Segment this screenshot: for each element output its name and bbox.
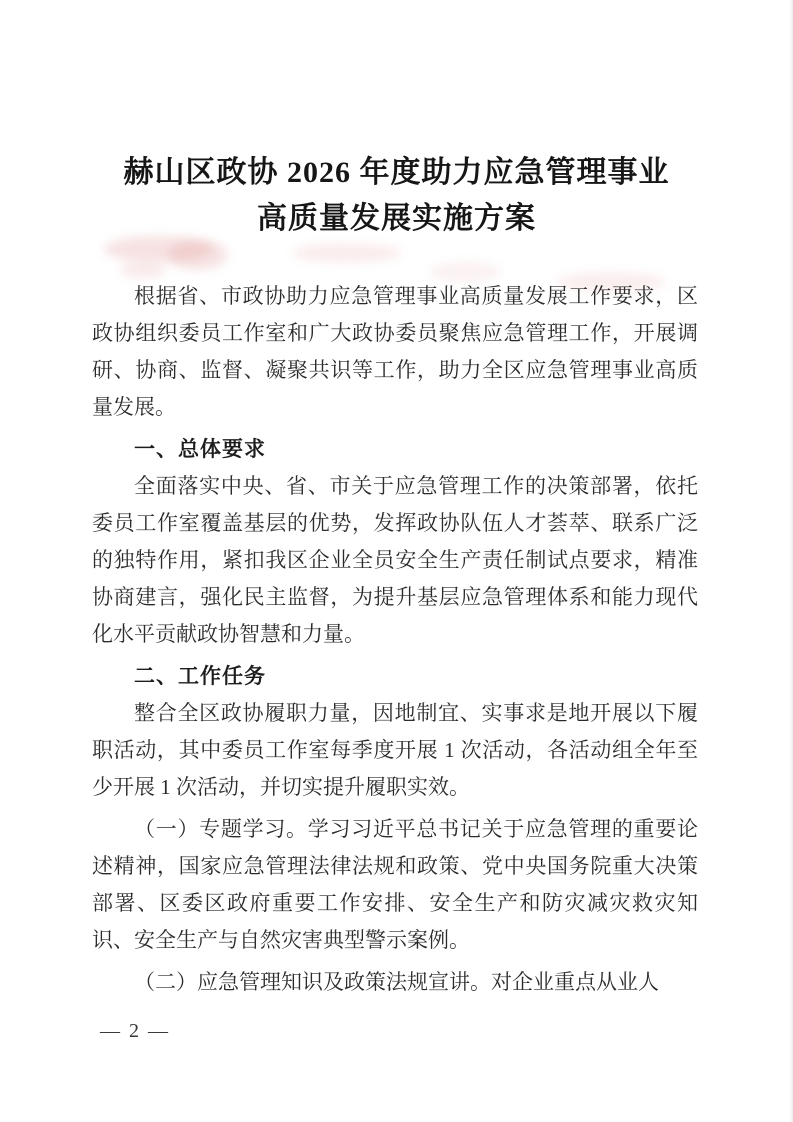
page-number: — 2 — [100,1020,170,1042]
document-title-line2: 高质量发展实施方案 [257,202,536,235]
task-item-1-special-study: （一）专题学习。学习习近平总书记关于应急管理的重要论述精神，国家应急管理法律法规和政策、党中央国务院重大决策部署、区委区政府重要工作安排、安全生产和防灾减灾救灾知识、安全生产与自然灾害典型警示案例。 [92,817,698,952]
ink-bleed-through-artifact [120,262,166,278]
section-heading-overall-requirements: 一、总体要求 [134,438,266,461]
task-item-2-policy-promotion: （二）应急管理知识及政策法规宣讲。对企业重点从业人 [134,970,659,994]
overall-requirements-paragraph: 全面落实中央、省、市关于应急管理工作的决策部署，依托委员工作室覆盖基层的优势，发挥政协队伍人才荟萃、联系广泛的独特作用，紧扣我区企业全员安全生产责任制试点要求，精准协商建言，强化民主监督，为提升基层应急管理体系和能力现代化水平贡献政协智慧和力量。 [92,474,698,646]
work-tasks-paragraph: 整合全区政协履职力量，因地制宜、实事求是地开展以下履职活动，其中委员工作室每季度开展 1 次活动，各活动组全年至少开展 1 次活动，并切实提升履职实效。 [92,701,698,799]
intro-paragraph: 根据省、市政协助力应急管理事业高质量发展工作要求，区政协组织委员工作室和广大政协委员聚焦应急管理工作，开展调研、协商、监督、凝聚共识等工作，助力全区应急管理事业高质量发展。 [92,284,698,419]
document-title [60,150,733,242]
ink-bleed-through-artifact [168,240,228,270]
ink-bleed-through-artifact [292,244,402,262]
scan-edge-shadow [789,0,793,1122]
section-heading-work-tasks: 二、工作任务 [134,665,266,688]
document-body [92,278,698,1001]
document-title-line1: 赫山区政协 2026 年度助力应急管理事业 [123,156,670,189]
